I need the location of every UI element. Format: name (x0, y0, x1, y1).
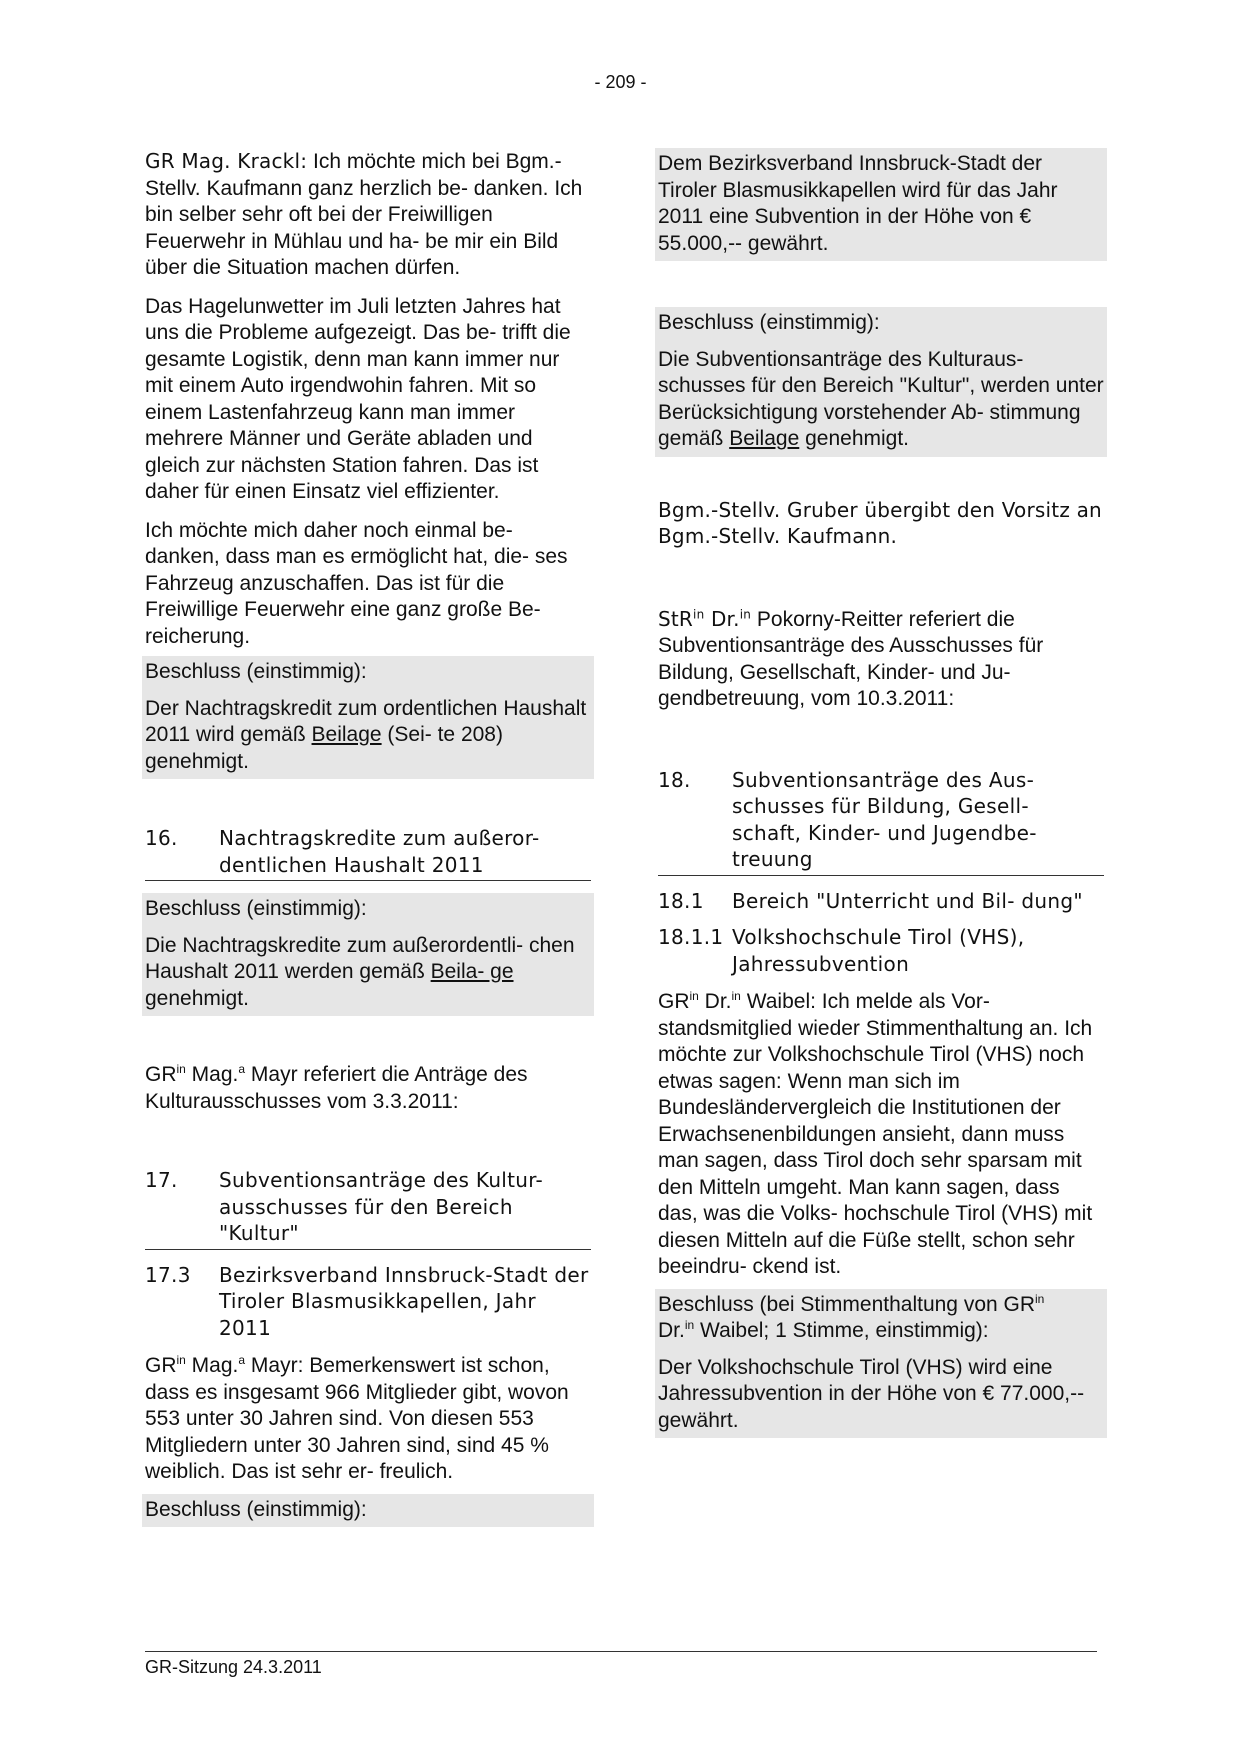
footer-rule (145, 1651, 1097, 1652)
left-column (145, 148, 591, 1527)
beschluss-heading: Beschluss (bei Stimmenthaltung von $GR^{in}$ Dr.$^{in}$ Waibel; 1 Stimme, einstimmig): (658, 1291, 1045, 1342)
beschluss-blasmusik-head (142, 1494, 594, 1528)
beschluss-text: Der Volkshochschule Tirol (VHS) wird eine Jahressubvention in der Höhe von € 77.000,-- gewährt. (658, 1355, 1085, 1432)
beschluss-text: Die Nachtragskredite zum außerordentli- chen Haushalt 2011 werden gemäß Beila- ge genehmigt. (145, 933, 575, 1010)
hagel-paragraph: Das Hagelunwetter im Juli letzten Jahres hat uns die Probleme aufgezeigt. Das be- trifft die gesamte Logistik, denn man kann immer nur mit einem Auto irgendwohin fahren. Mit so einem Lastenfahrzeug kann man immer mehrere Männer und Geräte abladen und gleich zur nächsten Station fahren. Das ist daher für einen Einsatz viel effizienter. (145, 294, 571, 503)
beilage-link[interactable]: Beila- ge (430, 960, 514, 983)
agenda-item-18-1: 18.1 Bereich "Unterricht und Bil- dung" (658, 888, 1083, 913)
beschluss-nachtragskredit-ordentlich (142, 656, 594, 779)
beschluss-text: Der Nachtragskredit zum ordentlichen Haushalt 2011 wird gemäß Beilage (Sei- te 208) genehmigt. (145, 696, 587, 773)
beschluss-text: Die Subventionsanträge des Kulturaus- schusses für den Bereich "Kultur", werden unter Berücksichtigung vorstehender Ab- stimmung gemäß Beilage genehmigt. (658, 347, 1104, 450)
beilage-link[interactable]: Beilage (729, 427, 800, 450)
waibel-statement: $GR^{in}$ Dr.$^{in}$ Waibel: Ich melde als Vor- standsmitglied wieder Stimmenthaltung an. Ich möchte zur Volkshochschule Tirol (VHS) noch etwas sagen: Wenn man sich im Bundesländervergleich die Institutionen der Erwachsenenbildungen ansieht, dann muss man sagen, dass Tirol doch sehr sparsam mit den Mitteln umgeht. Man kann sagen, dass das, was die Volks- hochschule Tirol (VHS) mit diesen Mitteln auf die Füße stellt, schon sehr beeindru- ckend ist. (658, 989, 1093, 1278)
beschluss-text: Dem Bezirksverband Innsbruck-Stadt der Tiroler Blasmusikkapellen wird für das Jahr 2011 eine Subvention in der Höhe von € 55.000,-- gewährt. (658, 152, 1058, 255)
speaker-krackl: GR Mag. Krackl: (145, 149, 308, 173)
beschluss-heading: Beschluss (einstimmig): (145, 897, 367, 920)
mayr-intro: $GR^{in}$ Mag.$^a$ Mayr referiert die Anträge des Kulturausschusses vom 3.3.2011: (145, 1062, 528, 1113)
mayr-statement: $GR^{in}$ Mag.$^a$ Mayr: Bemerkenswert ist schon, dass es insgesamt 966 Mitglieder gibt, wovon 553 unter 30 Jahren sind. Von diesen 553 Mitgliedern unter 30 Jahren sind, sind 45 % weiblich. Das ist sehr er- freulich. (145, 1353, 569, 1483)
beilage-link[interactable]: Beilage (311, 723, 382, 746)
beschluss-heading: Beschluss (einstimmig): (145, 1497, 367, 1521)
footer-session-date: GR-Sitzung 24.3.2011 (145, 1657, 322, 1677)
beschluss-nachtragskredite-ausserordentlich (142, 893, 594, 1016)
agenda-item-17: 17. Subventionsanträge des Kultur- ausschusses für den Bereich "Kultur" (145, 1167, 591, 1250)
beschluss-heading: Beschluss (einstimmig): (145, 660, 367, 683)
beschluss-blasmusik-text (655, 148, 1107, 261)
beschluss-heading: Beschluss (einstimmig): (658, 311, 880, 334)
pokorny-intro: StR$^{in}$ Dr.$^{in}$ Pokorny-Reitter referiert die Subventionsanträge des Ausschusses für Bildung, Gesellschaft, Kinder- und Ju- gendbetreuung, vom 10.3.2011: (658, 606, 1044, 710)
right-column (658, 148, 1104, 1438)
gruber-vorsitz: Bgm.-Stellv. Gruber übergibt den Vorsitz an Bgm.-Stellv. Kaufmann. (658, 497, 1102, 548)
agenda-item-18-1-1: 18.1.1 Volkshochschule Tirol (VHS), Jahressubvention (658, 925, 1025, 976)
beschluss-vhs (655, 1289, 1107, 1439)
danke-paragraph: Ich möchte mich daher noch einmal be- danken, dass man es ermöglicht hat, die- ses Fahrzeug anzuschaffen. Das ist für die Freiwillige Feuerwehr eine ganz große Be- reicherung. (145, 518, 568, 648)
agenda-item-17-3: 17.3 Bezirksverband Innsbruck-Stadt der Tiroler Blasmusikkapellen, Jahr 2011 (145, 1262, 589, 1340)
agenda-item-16: 16. Nachtragskredite zum außeror- dentlichen Haushalt 2011 (145, 825, 591, 881)
agenda-item-18: 18. Subventionsanträge des Aus- schusses für Bildung, Gesell- schaft, Kinder- und Jugendbe- treuung (658, 767, 1104, 876)
page-number: - 209 - (594, 72, 647, 92)
krackl-statement: GR Mag. Krackl: Ich möchte mich bei Bgm.-Stellv. Kaufmann ganz herzlich be- danken. Ich bin selber sehr oft bei der Freiwilligen Feuerwehr in Mühlau und ha- be mir ein Bild über die Situation machen dürfen. (145, 149, 583, 279)
beschluss-kultur (655, 307, 1107, 457)
